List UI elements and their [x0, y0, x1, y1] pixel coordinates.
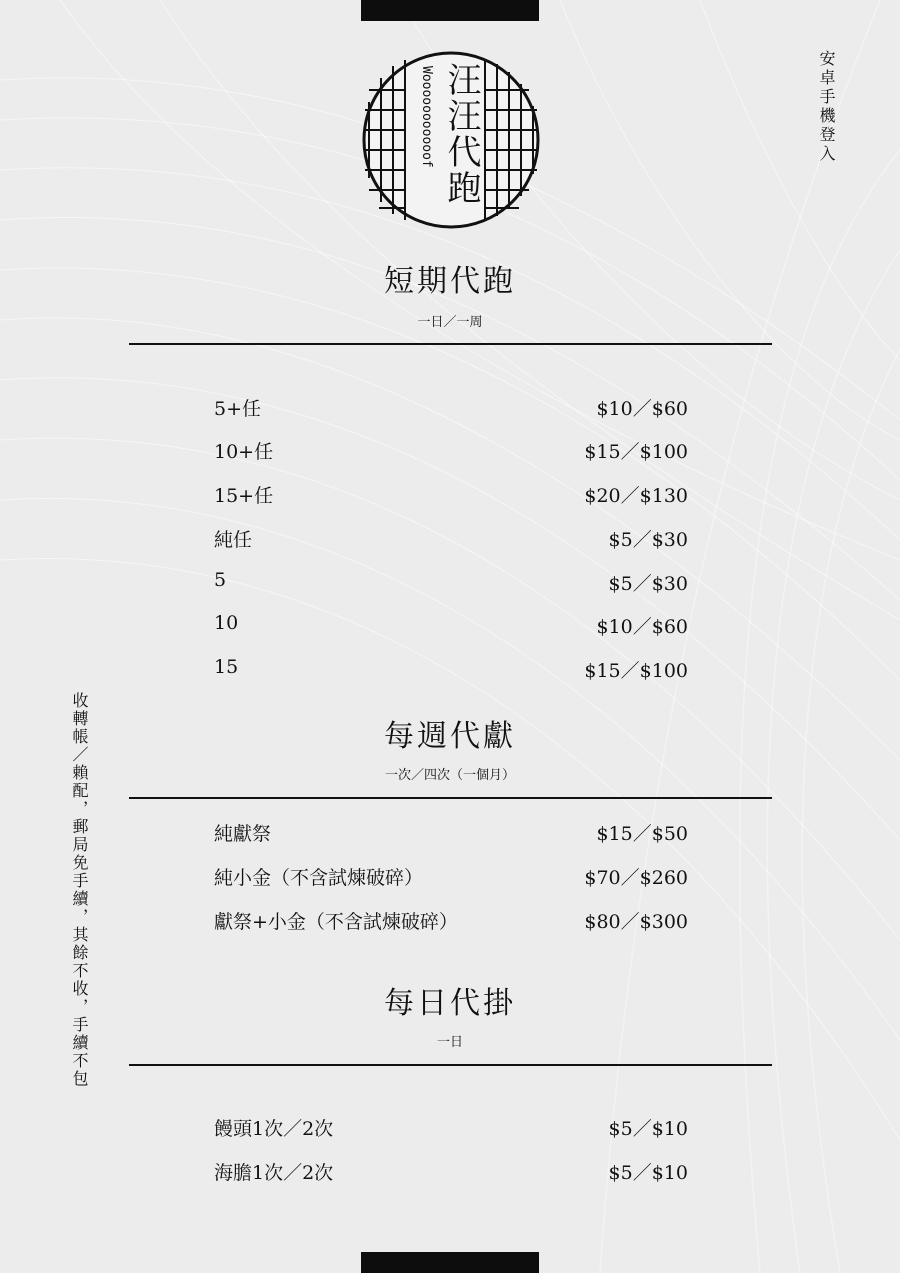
logo-title: 汪汪代跑 [441, 62, 481, 206]
logo-subtitle: Wooooooooooof [419, 66, 434, 168]
list-item [214, 819, 688, 849]
list-item [214, 612, 688, 642]
item-price: $5／$10 [608, 1162, 688, 1184]
section-divider [129, 1064, 772, 1066]
item-price: $15／$100 [584, 441, 688, 463]
list-item [214, 569, 688, 599]
item-price: $80／$300 [584, 911, 688, 933]
list-item [214, 437, 688, 467]
section-divider [129, 797, 772, 799]
item-name: 5+任 [214, 398, 262, 420]
list-item [214, 907, 688, 937]
section-subtitle-daily: 一日 [436, 1035, 463, 1050]
item-name: 純小金（不含試煉破碎） [214, 867, 424, 889]
item-price: $10／$60 [596, 616, 688, 638]
bottom-tab-bar [361, 1252, 539, 1273]
side-note-android-login: 安卓手機登入 [817, 50, 836, 164]
section-subtitle-short-term: 一日／一周 [417, 315, 483, 330]
item-price: $15／$50 [596, 823, 688, 845]
item-name: 15+任 [214, 485, 274, 507]
item-price: $5／$30 [608, 573, 688, 595]
list-item [214, 656, 688, 686]
item-name: 純獻祭 [214, 823, 272, 845]
item-price: $15／$100 [584, 660, 688, 682]
section-divider [129, 343, 772, 345]
top-tab-bar [361, 0, 539, 21]
side-note-payment: 收轉帳／賴配，郵局免手續，其餘不收，手續不包 [70, 692, 89, 1088]
item-name: 饅頭1次／2次 [214, 1118, 334, 1140]
list-item [214, 394, 688, 424]
item-name: 純任 [214, 529, 253, 551]
list-item [214, 481, 688, 511]
list-item [214, 863, 688, 893]
list-item [214, 1158, 688, 1188]
item-price: $5／$30 [608, 529, 688, 551]
section-title-weekly: 每週代獻 [384, 719, 516, 754]
item-price: $20／$130 [584, 485, 688, 507]
item-price: $70／$260 [584, 867, 688, 889]
section-title-daily: 每日代掛 [384, 986, 516, 1021]
item-price: $5／$10 [608, 1118, 688, 1140]
section-subtitle-weekly: 一次／四次（一個月） [384, 768, 515, 783]
list-item [214, 1114, 688, 1144]
section-title-short-term: 短期代跑 [384, 264, 516, 299]
item-price: $10／$60 [596, 398, 688, 420]
item-name: 10 [214, 612, 239, 634]
item-name: 海膽1次／2次 [214, 1162, 334, 1184]
item-name: 15 [214, 656, 239, 678]
item-name: 獻祭+小金（不含試煉破碎） [214, 911, 458, 933]
list-item [214, 525, 688, 555]
item-name: 10+任 [214, 441, 274, 463]
item-name: 5 [214, 569, 227, 591]
